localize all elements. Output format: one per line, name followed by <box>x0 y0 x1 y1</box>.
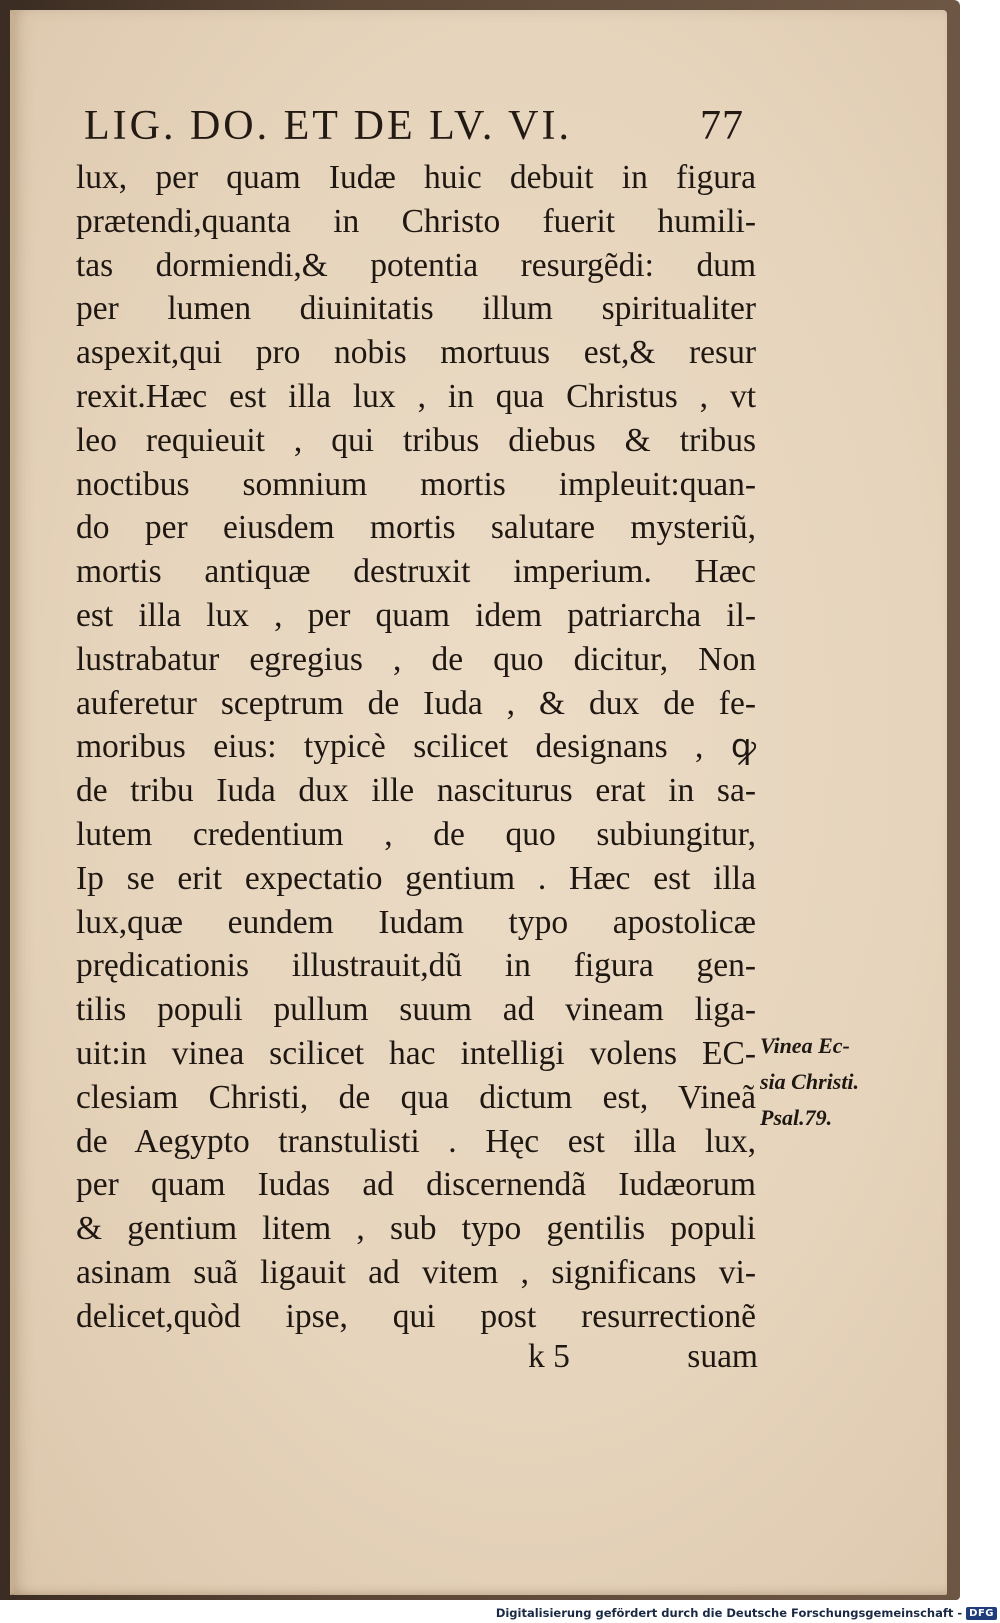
marginal-note: Vinea Ec- <box>760 1033 850 1058</box>
book-page <box>10 10 947 1595</box>
text-line: rexit.Hæc est illa lux , in qua Christus , vt <box>76 377 756 415</box>
text-line: mortis antiquæ destruxit imperium. Hæc <box>76 553 756 591</box>
text-line: leo requieuit , qui tribus diebus & tribus <box>76 421 756 459</box>
text-line: do per eiusdem mortis salutare mysteriũ, <box>76 509 756 547</box>
text-line: noctibus somnium mortis impleuit:quan- <box>76 465 756 503</box>
text-line: prætendi,quanta in Christo fuerit humili- <box>76 202 756 240</box>
running-head-title: LIG. DO. ET DE LV. VI. <box>84 103 572 149</box>
text-line: moribus eius: typicè scilicet designans , ꝙ <box>76 728 756 766</box>
text-line: uit:in vinea scilicet hac intelligi volens EC- <box>76 1034 756 1072</box>
text-line: clesiam Christi, de qua dictum est, Vineã <box>76 1078 756 1116</box>
body-text <box>76 156 756 1339</box>
text-line: aspexit,qui pro nobis mortuus est,& resur <box>76 334 756 372</box>
marginal-notes <box>760 1028 890 1136</box>
text-line: tas dormiendi,& potentia resurgẽdi: dum <box>76 246 756 284</box>
marginal-note: Psal.79. <box>760 1105 833 1130</box>
text-line: est illa lux , per quam idem patriarcha il- <box>76 596 756 634</box>
text-line: delicet,quòd ipse, qui post resurrectionẽ <box>76 1297 756 1335</box>
text-line: asinam suã ligauit ad vitem , significans vi- <box>76 1253 756 1291</box>
running-head <box>84 102 744 150</box>
footer-credit: Digitalisierung gefördert durch die Deutsche Forschungsgemeinschaft - <box>495 1606 963 1620</box>
text-line: lustrabatur egregius , de quo dicitur, Non <box>76 640 756 678</box>
text-line: Ip se erit expectatio gentium . Hæc est illa <box>76 859 756 897</box>
text-line: lutem credentium , de quo subiungitur, <box>76 815 756 853</box>
text-line: de Aegypto transtulisti . Hęc est illa lux, <box>76 1122 756 1160</box>
digitization-footer <box>490 1603 1000 1623</box>
text-line: & gentium litem , sub typo gentilis populi <box>76 1210 756 1248</box>
catchword: suam <box>687 1338 758 1375</box>
text-line: lux,quæ eundem Iudam typo apostolicæ <box>76 903 756 941</box>
text-line: de tribu Iuda dux ille nasciturus erat in sa- <box>76 772 756 810</box>
text-line: per quam Iudas ad discernendã Iudæorum <box>76 1166 756 1204</box>
signature-mark: k 5 <box>528 1338 570 1375</box>
text-line: prędicationis illustrauit,dũ in figura gen- <box>76 947 756 985</box>
text-line: per lumen diuinitatis illum spiritualiter <box>76 290 756 328</box>
marginal-note: sia Christi. <box>760 1069 860 1094</box>
text-line: auferetur sceptrum de Iuda , & dux de fe- <box>76 684 756 722</box>
text-line: tilis populi pullum suum ad vineam liga- <box>76 991 756 1029</box>
dfg-logo: DFG <box>966 1607 997 1620</box>
page-number: 77 <box>700 103 744 149</box>
text-line: lux, per quam Iudæ huic debuit in figura <box>76 159 756 196</box>
